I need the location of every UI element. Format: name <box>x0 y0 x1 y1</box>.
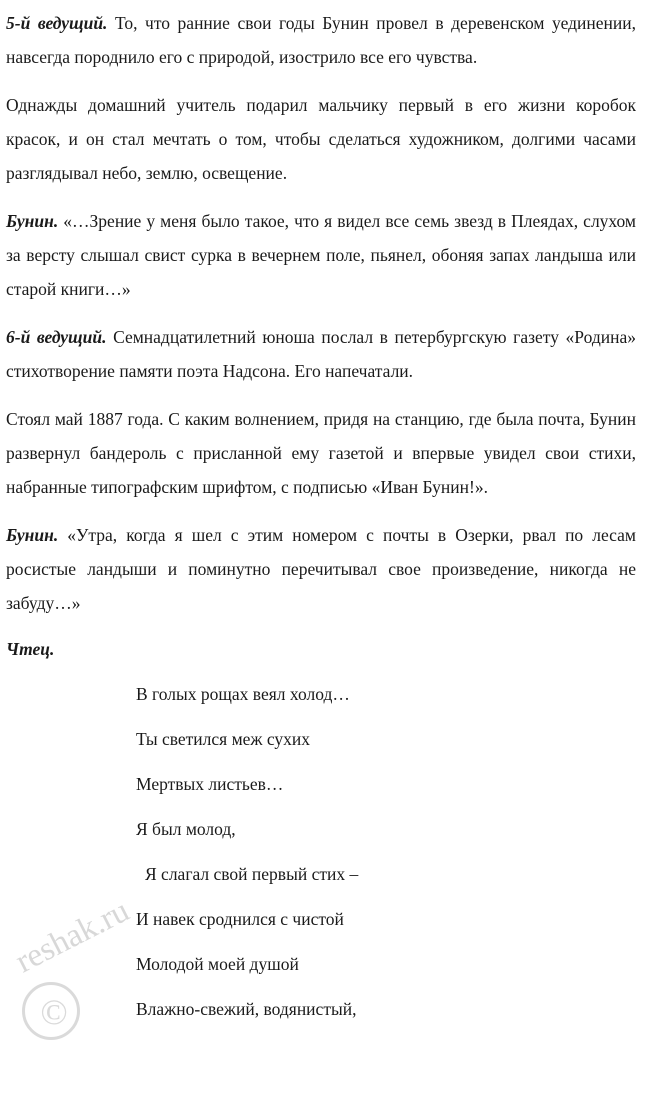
verse-line: Я слагал свой первый стих – <box>145 864 359 884</box>
verse-line: Молодой моей душой <box>136 954 299 974</box>
paragraph <box>6 320 636 388</box>
paragraph <box>6 402 636 504</box>
verse-line: В голых рощах веял холод… <box>136 684 350 704</box>
verse-line: Мертвых листьев… <box>136 774 284 794</box>
paragraph <box>6 204 636 306</box>
paragraph <box>6 88 636 190</box>
speaker-label: 6-й ведущий. <box>6 327 107 347</box>
reader-label <box>6 634 636 664</box>
verse-block <box>6 672 636 1032</box>
speaker-label: Бунин. <box>6 211 59 231</box>
speaker-label: Бунин. <box>6 525 59 545</box>
copyright-icon: © <box>40 992 68 1032</box>
verse-line: Влажно-свежий, водянистый, <box>136 999 357 1019</box>
verse-line: Я был молод, <box>136 819 236 839</box>
verse-line: Ты светился меж сухих <box>136 729 311 749</box>
speaker-label: 5-й ведущий. <box>6 13 108 33</box>
paragraph-text: «…Зрение у меня было такое, что я видел все семь звезд в Плеядах, слухом за версту слышал свист сурка в вечернем поле, пьянел, обоняя запах ландыша или старой книги…» <box>6 211 636 299</box>
paragraph <box>6 6 636 74</box>
paragraph-text: То, что ранние свои годы Бунин провел в деревенском уединении, навсегда породнило его с природой, изострило все его чувства. <box>6 13 636 67</box>
paragraph-text: Стоял май 1887 года. С каким волнением, придя на станцию, где была почта, Бунин развернул бандероль с присланной ему газетой и впервые увидел свои стихи, набранные типографским шрифтом, с подписью «Иван Бунин!». <box>6 409 636 497</box>
verse-line: И навек сроднился с чистой <box>136 909 344 929</box>
paragraph-text: Однажды домашний учитель подарил мальчику первый в его жизни коробок красок, и он стал мечтать о том, чтобы сделаться художником, долгими часами разглядывал небо, землю, освещение. <box>6 95 636 183</box>
reader-label-text: Чтец. <box>6 639 55 659</box>
watermark-text: reshak.ru <box>10 892 135 981</box>
paragraph-text: «Утра, когда я шел с этим номером с почты в Озерки, рвал по лесам росистые ландыши и поминутно перечитывал свое произведение, никогда не забуду…» <box>6 525 636 613</box>
paragraph-text: Семнадцатилетний юноша послал в петербургскую газету «Родина» стихотворение памяти поэта Надсона. Его напечатали. <box>6 327 636 381</box>
paragraph <box>6 518 636 620</box>
